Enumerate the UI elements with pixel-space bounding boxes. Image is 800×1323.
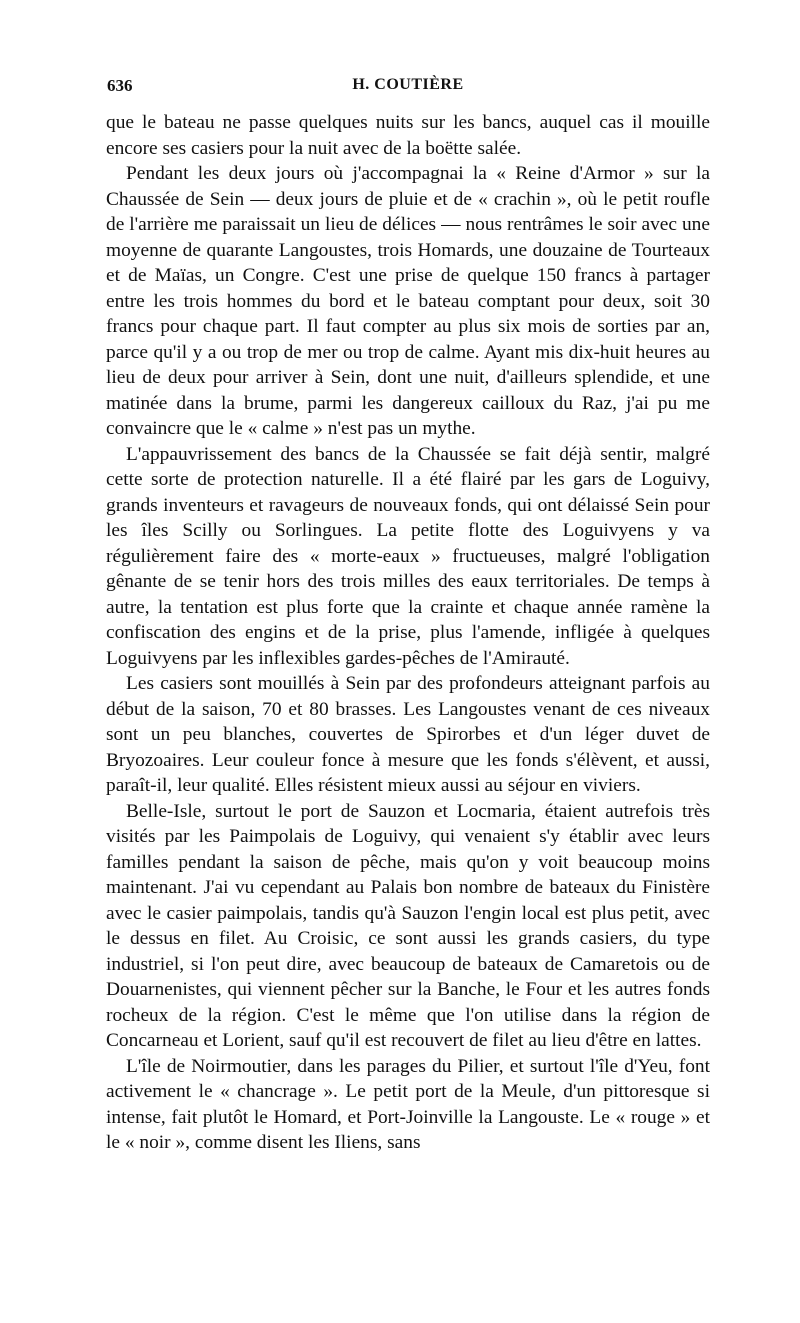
page-number: 636 xyxy=(107,76,133,95)
paragraph-continuation: que le bateau ne passe quelques nuits sur les bancs, auquel cas il mouille encore ses casiers pour la nuit avec de la boëtte salée. xyxy=(106,112,710,159)
running-title: H. COUTIÈRE xyxy=(352,76,464,93)
paragraph: Pendant les deux jours où j'accompagnai la « Reine d'Armor » sur la Chaussée de Sein — deux jours de pluie et de « crachin », où le petit roufle de l'arrière me paraissait un lieu de délices — nous rentrâmes le soir avec une moyenne de quarante Langoustes, trois Homards, une douzaine de Tourteaux et de Maïas, un Congre. C'est une prise de quelque 150 francs à partager entre les trois hommes du bord et le bateau comptant pour deux, soit 30 francs pour chaque part. Il faut compter au plus six mois de sorties par an, parce qu'il y a ou trop de mer ou trop de calme. Ayant mis dix-huit heures au lieu de deux pour arriver à Sein, dont une nuit, d'ailleurs splendide, et une matinée dans la brume, parmi les dangereux cailloux du Raz, j'ai pu me convaincre que le « calme » n'est pas un mythe. xyxy=(106,163,710,439)
paragraph: L'île de Noirmoutier, dans les parages du Pilier, et surtout l'île d'Yeu, font activement le « chancrage ». Le petit port de la Meule, d'un pittoresque si intense, fait plutôt le Homard, et Port-Joinville la Langouste. Le « rouge » et le « noir », comme disent les Iliens, sans xyxy=(106,1055,710,1153)
body-text xyxy=(106,110,710,1156)
paragraph: Belle-Isle, surtout le port de Sauzon et Locmaria, étaient autrefois très visités par les Paimpolais de Loguivy, qui venaient s'y établir avec leurs familles pendant la saison de pêche, mais qu'on y voit beaucoup moins maintenant. J'ai vu cependant au Palais bon nombre de bateaux du Finistère avec le casier paimpolais, tandis qu'à Sauzon l'engin local est plus petit, avec le dessus en filet. Au Croisic, ce sont aussi les grands casiers, du type industriel, si l'on peut dire, avec beaucoup de bateaux de Camaretois ou de Douarnenistes, qui viennent pêcher sur la Banche, le Four et les autres fonds rocheux de la région. C'est le même que l'on utilise dans la région de Concarneau et Lorient, sauf qu'il est recouvert de filet au lieu d'être en lattes. xyxy=(106,800,710,1051)
paragraph: Les casiers sont mouillés à Sein par des profondeurs atteignant parfois au début de la saison, 70 et 80 brasses. Les Langoustes venant de ces niveaux sont un peu blanches, couvertes de Spirorbes et d'un léger duvet de Bryozoaires. Leur couleur fonce à mesure que les fonds s'élèvent, et aussi, paraît-il, leur qualité. Elles résistent mieux aussi au séjour en viviers. xyxy=(106,673,710,796)
paragraph: L'appauvrissement des bancs de la Chaussée se fait déjà sentir, malgré cette sorte de protection naturelle. Il a été flairé par les gars de Loguivy, grands inventeurs et ravageurs de nouveaux fonds, qui ont délaissé Sein pour les îles Scilly ou Sorlingues. La petite flotte des Loguivyens y va régulièrement faire des « morte-eaux » fructueuses, malgré l'obligation gênante de se tenir hors des trois milles des eaux territoriales. De temps à autre, la tentation est plus forte que la crainte et chaque année ramène la confiscation des engins et de la prise, plus l'amende, infligée à quelques Loguivyens par les inflexibles gardes-pêches de l'Amirauté. xyxy=(106,443,710,669)
page-header xyxy=(107,76,709,98)
